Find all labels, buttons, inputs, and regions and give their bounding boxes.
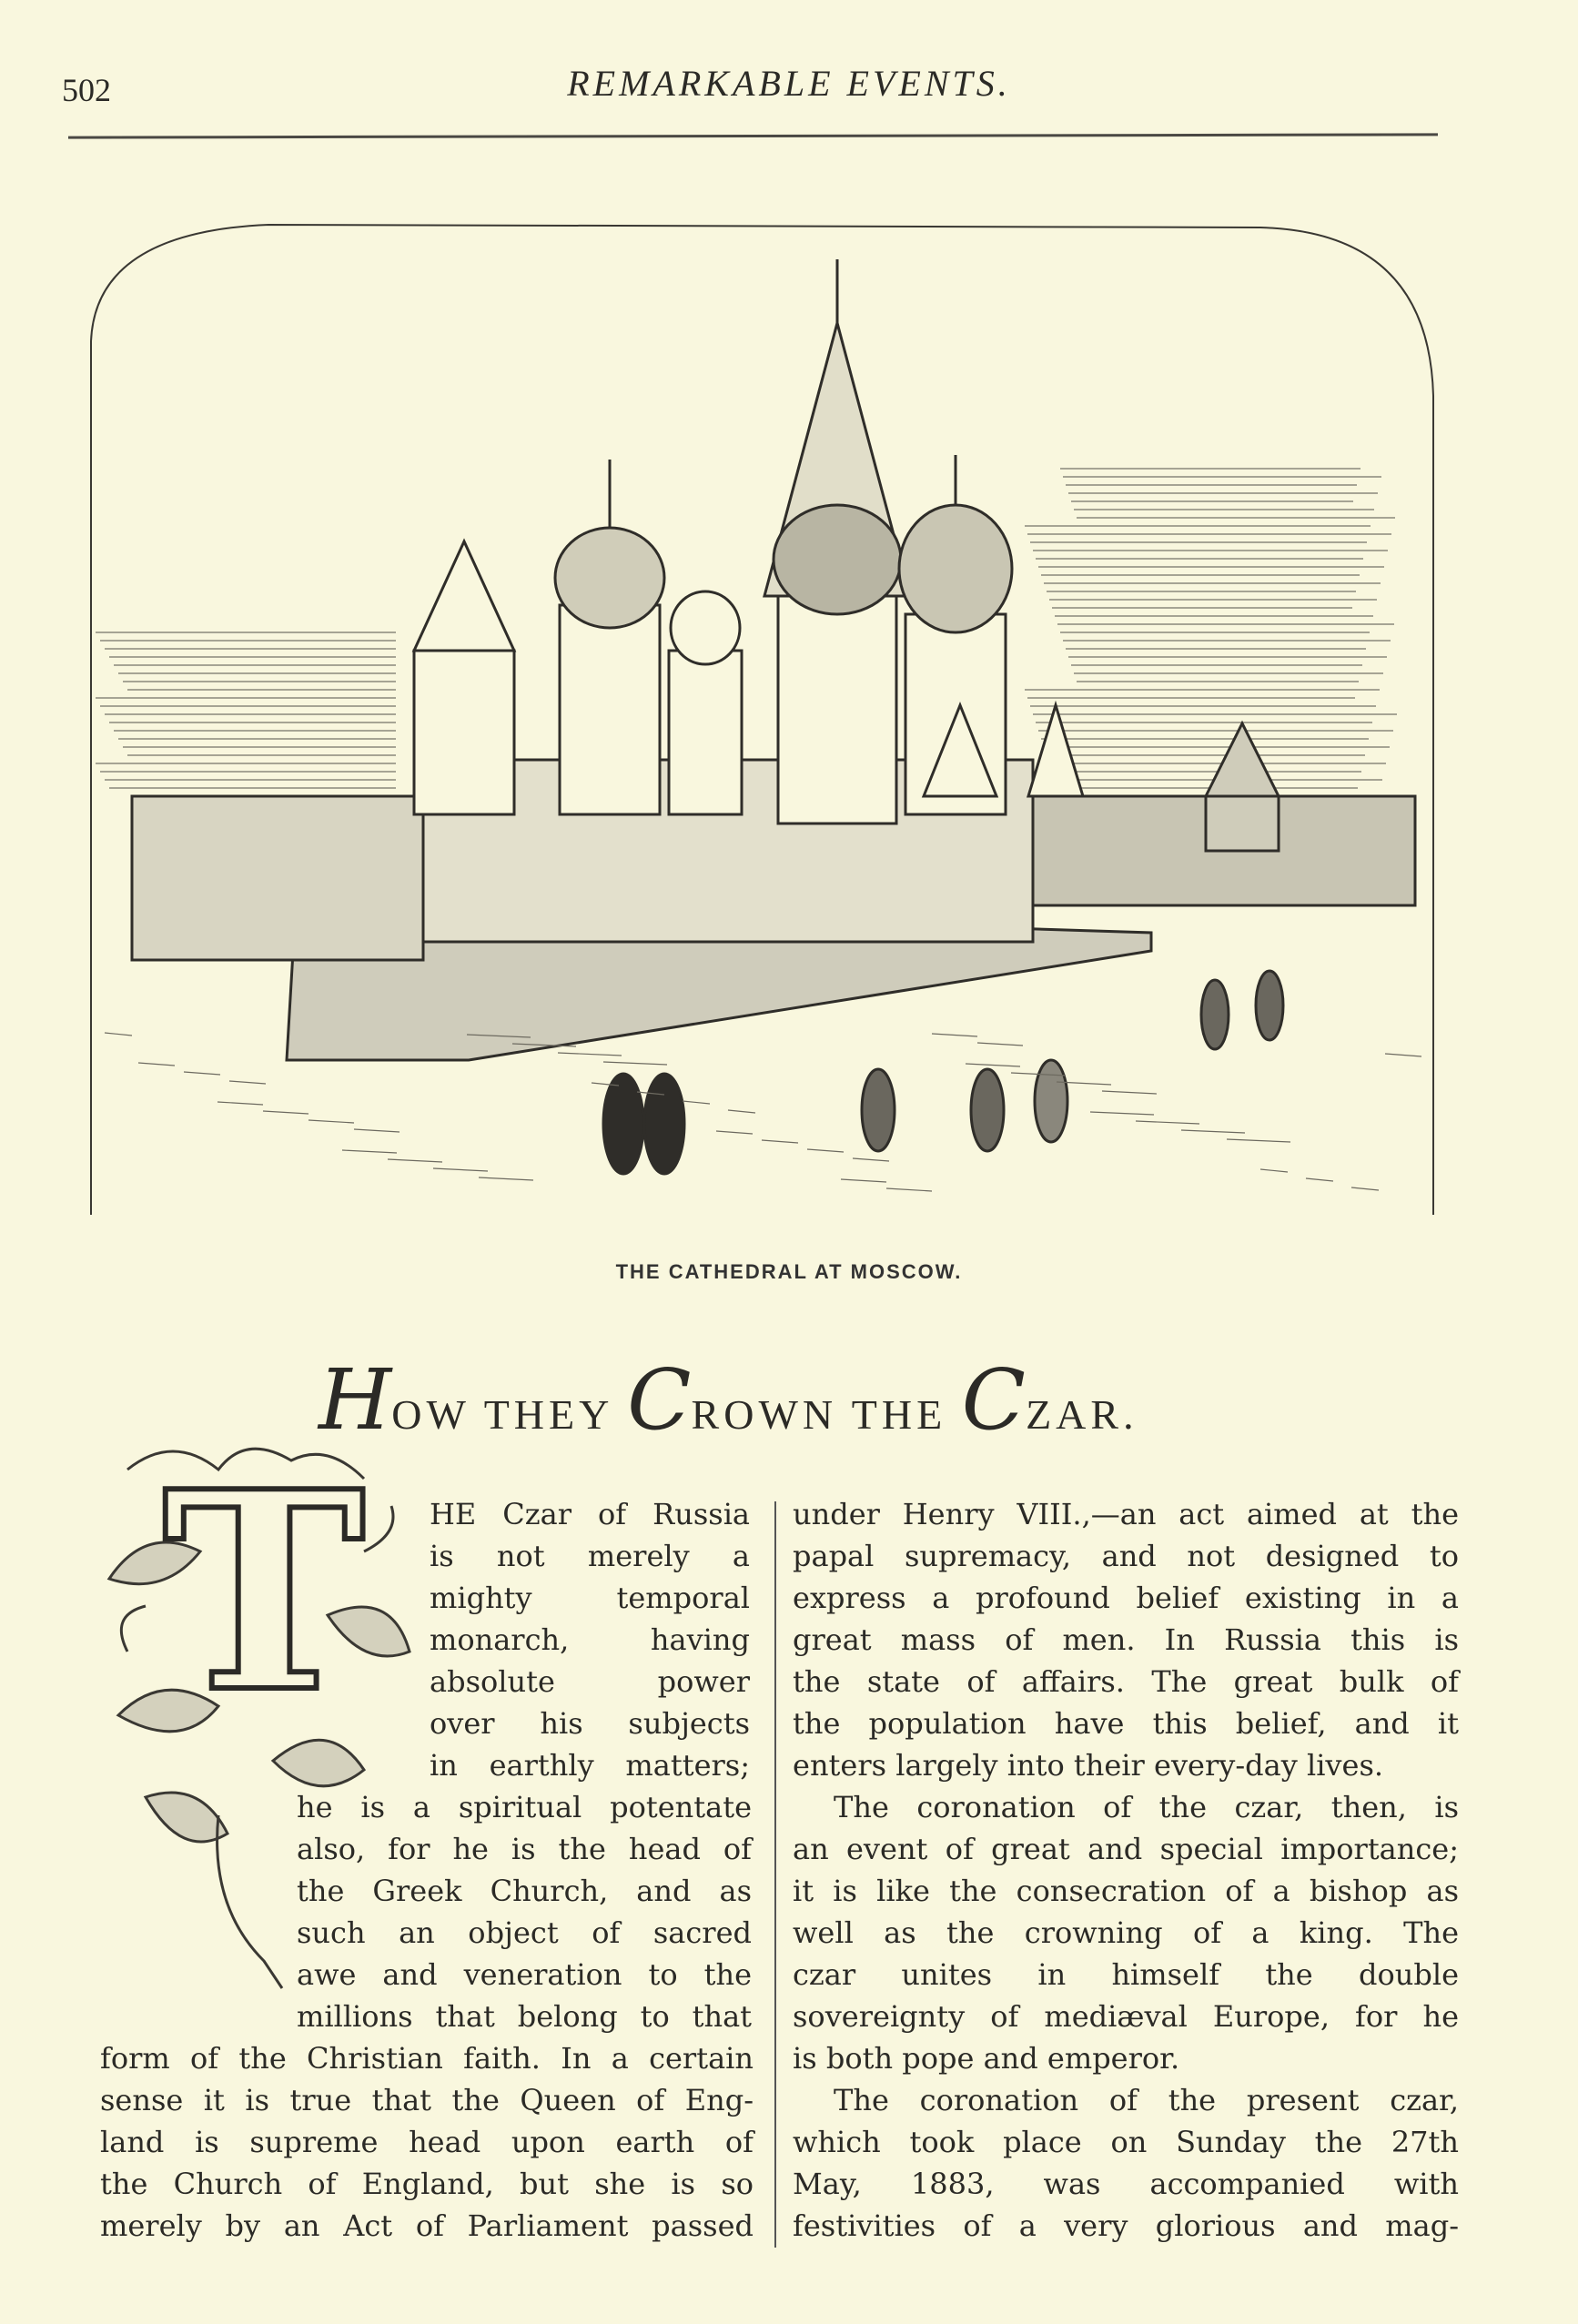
text-line: millions that belong to that <box>297 1999 752 2034</box>
text-line: May, 1883, was accompanied with <box>793 2167 1459 2201</box>
text-line: under Henry VIII.,—an act aimed at the <box>793 1497 1459 1531</box>
title-text-1: OW THEY <box>391 1391 628 1438</box>
text-line: also, for he is the head of <box>297 1832 752 1866</box>
text-line: is both pope and emperor. <box>793 2041 1180 2076</box>
page-number: 502 <box>62 72 111 108</box>
text-line: express a profound belief existing in a <box>793 1581 1459 1615</box>
running-head: REMARKABLE EVENTS. <box>567 63 1011 104</box>
column-divider <box>774 1501 776 2248</box>
text-line: in earthly matters; <box>430 1748 750 1783</box>
text-line: which took place on Sunday the 27th <box>793 2125 1459 2159</box>
text-line: land is supreme head upon earth of <box>100 2125 754 2159</box>
text-line: an event of great and special importance; <box>793 1832 1459 1866</box>
text-line: such an object of sacred <box>297 1915 752 1950</box>
text-line: mighty temporal <box>430 1581 750 1615</box>
title-text-2: ROWN THE <box>691 1391 962 1438</box>
text-line: festivities of a very glorious and mag- <box>793 2208 1459 2243</box>
text-line: absolute power <box>430 1664 750 1699</box>
figure-caption: THE CATHEDRAL AT MOSCOW. <box>615 1260 963 1283</box>
title-text-3: ZAR. <box>1026 1391 1138 1438</box>
text-line: the population have this belief, and it <box>793 1706 1459 1741</box>
text-line: is not merely a <box>430 1539 750 1573</box>
text-line: czar unites in himself the double <box>793 1957 1459 1992</box>
text-line: over his subjects <box>430 1706 750 1741</box>
header-rule <box>68 133 1438 138</box>
text-line: the Church of England, but she is so <box>100 2167 754 2201</box>
text-line: sovereignty of mediæval Europe, for he <box>793 1999 1459 2034</box>
title-initial-2: C <box>627 1351 692 1449</box>
text-line: merely by an Act of Parliament passed <box>100 2208 754 2243</box>
cathedral-engraving <box>86 214 1442 1224</box>
text-line: he is a spiritual potentate <box>297 1790 752 1824</box>
text-line: The coronation of the czar, then, is <box>834 1790 1459 1824</box>
drop-cap-letter: T <box>162 1431 366 1753</box>
text-line: form of the Christian faith. In a certain <box>100 2041 754 2076</box>
article-title <box>319 1351 1138 1449</box>
text-line: sense it is true that the Queen of Eng- <box>100 2083 754 2117</box>
title-initial-3: C <box>961 1351 1027 1449</box>
text-line: well as the crowning of a king. The <box>793 1915 1459 1950</box>
text-line: enters largely into their every-day lives. <box>793 1748 1384 1783</box>
text-line: the state of affairs. The great bulk of <box>793 1664 1459 1699</box>
text-line: HE Czar of Russia <box>430 1497 750 1531</box>
text-line: monarch, having <box>430 1622 750 1657</box>
text-line: the Greek Church, and as <box>297 1874 752 1908</box>
text-line: great mass of men. In Russia this is <box>793 1622 1459 1657</box>
text-line: awe and veneration to the <box>297 1957 752 1992</box>
title-initial-1: H <box>319 1351 392 1449</box>
text-line: it is like the consecration of a bishop as <box>793 1874 1459 1908</box>
text-line: The coronation of the present czar, <box>834 2083 1459 2117</box>
text-line: papal supremacy, and not designed to <box>793 1539 1459 1573</box>
